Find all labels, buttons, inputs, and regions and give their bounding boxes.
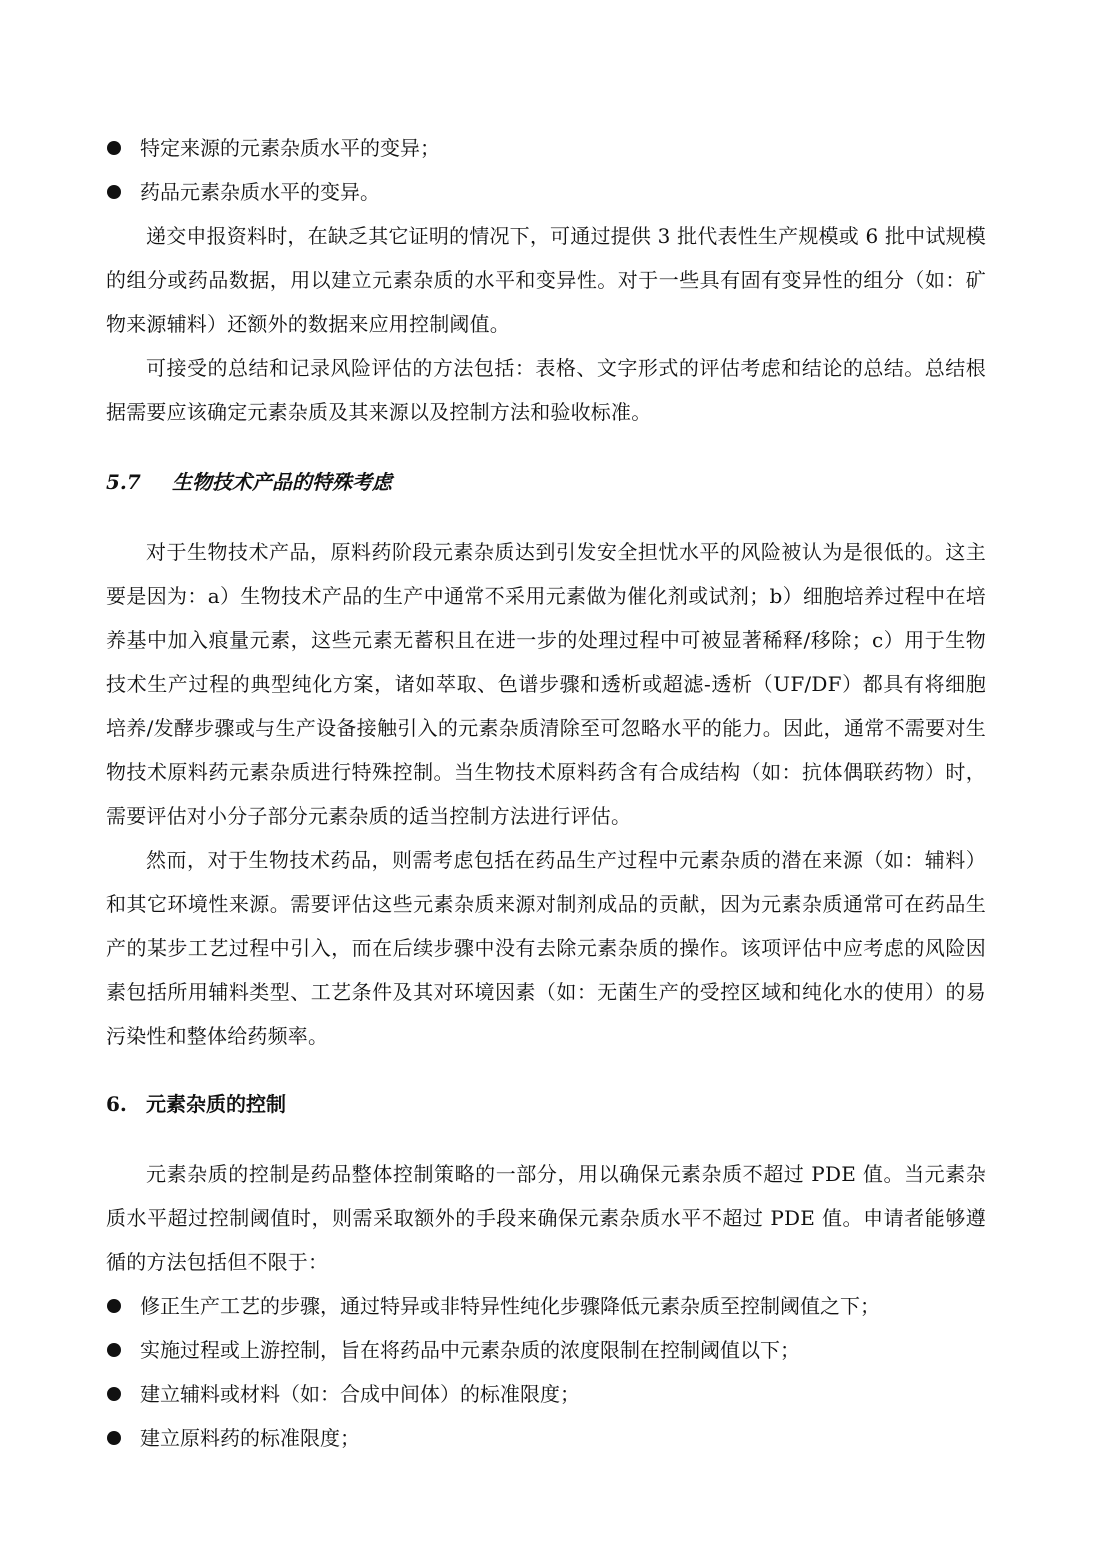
section-number: 6. <box>106 1092 127 1116</box>
spacer <box>106 504 986 530</box>
paragraph: 可接受的总结和记录风险评估的方法包括：表格、文字形式的评估考虑和结论的总结。总结根据需要应该确定元素杂质及其来源以及控制方法和验收标准。 <box>106 356 986 424</box>
list-item <box>106 1372 986 1416</box>
paragraph: 然而，对于生物技术药品，则需考虑包括在药品生产过程中元素杂质的潜在来源（如：辅料）和其它环境性来源。需要评估这些元素杂质来源对制剂成品的贡献，因为元素杂质通常可在药品生产的某步工艺过程中引入，而在后续步骤中没有去除元素杂质的操作。该项评估中应考虑的风险因素包括所用辅料类型、工艺条件及其对环境因素（如：无菌生产的受控区域和纯化水的使用）的易污染性和整体给药频率。 <box>106 848 986 1048</box>
list-item-text: 建立辅料或材料（如：合成中间体）的标准限度； <box>140 1382 580 1406</box>
bullet-list-top <box>106 126 986 214</box>
list-item-text: 特定来源的元素杂质水平的变异； <box>140 136 440 160</box>
list-item-text: 建立原料药的标准限度； <box>140 1426 360 1450</box>
section-heading-5-7 <box>106 460 986 504</box>
bullet-list-controls <box>106 1284 986 1460</box>
paragraph: 递交申报资料时，在缺乏其它证明的情况下，可通过提供 3 批代表性生产规模或 6 批中试规模的组分或药品数据，用以建立元素杂质的水平和变异性。对于一些具有固有变异性的组分（如：矿物来源辅料）还额外的数据来应用控制阈值。 <box>106 224 986 336</box>
list-item-text: 药品元素杂质水平的变异。 <box>140 180 380 204</box>
bullet-dot-icon <box>107 185 121 199</box>
page-content <box>106 126 986 1460</box>
list-item <box>106 170 986 214</box>
list-item <box>106 126 986 170</box>
bullet-dot-icon <box>107 1387 121 1401</box>
section-title: 生物技术产品的特殊考虑 <box>172 470 392 494</box>
spacer <box>106 1058 986 1082</box>
bullet-dot-icon <box>107 1343 121 1357</box>
section-heading-6 <box>106 1082 986 1126</box>
list-item-text: 实施过程或上游控制，旨在将药品中元素杂质的浓度限制在控制阈值以下； <box>140 1338 800 1362</box>
list-item-text: 修正生产工艺的步骤，通过特异或非特异性纯化步骤降低元素杂质至控制阈值之下； <box>140 1294 880 1318</box>
section-title: 元素杂质的控制 <box>146 1092 286 1116</box>
bullet-dot-icon <box>107 1299 121 1313</box>
bullet-dot-icon <box>107 1431 121 1445</box>
paragraph: 对于生物技术产品，原料药阶段元素杂质达到引发安全担忧水平的风险被认为是很低的。这主要是因为：a）生物技术产品的生产中通常不采用元素做为催化剂或试剂；b）细胞培养过程中在培养基中加入痕量元素，这些元素无蓄积且在进一步的处理过程中可被显著稀释/移除；c）用于生物技术生产过程的典型纯化方案，诸如萃取、色谱步骤和透析或超滤-透析（UF/DF）都具有将细胞培养/发酵步骤或与生产设备接触引入的元素杂质清除至可忽略水平的能力。因此，通常不需要对生物技术原料药元素杂质进行特殊控制。当生物技术原料药含有合成结构（如：抗体偶联药物）时，需要评估对小分子部分元素杂质的适当控制方法进行评估。 <box>106 540 986 828</box>
spacer <box>106 434 986 460</box>
paragraph: 元素杂质的控制是药品整体控制策略的一部分，用以确保元素杂质不超过 PDE 值。当元素杂质水平超过控制阈值时，则需采取额外的手段来确保元素杂质水平不超过 PDE 值。申请者能够遵循的方法包括但不限于： <box>106 1162 986 1274</box>
bullet-dot-icon <box>107 141 121 155</box>
list-item <box>106 1328 986 1372</box>
spacer <box>106 1126 986 1152</box>
section-number: 5.7 <box>106 470 141 494</box>
list-item <box>106 1284 986 1328</box>
list-item <box>106 1416 986 1460</box>
